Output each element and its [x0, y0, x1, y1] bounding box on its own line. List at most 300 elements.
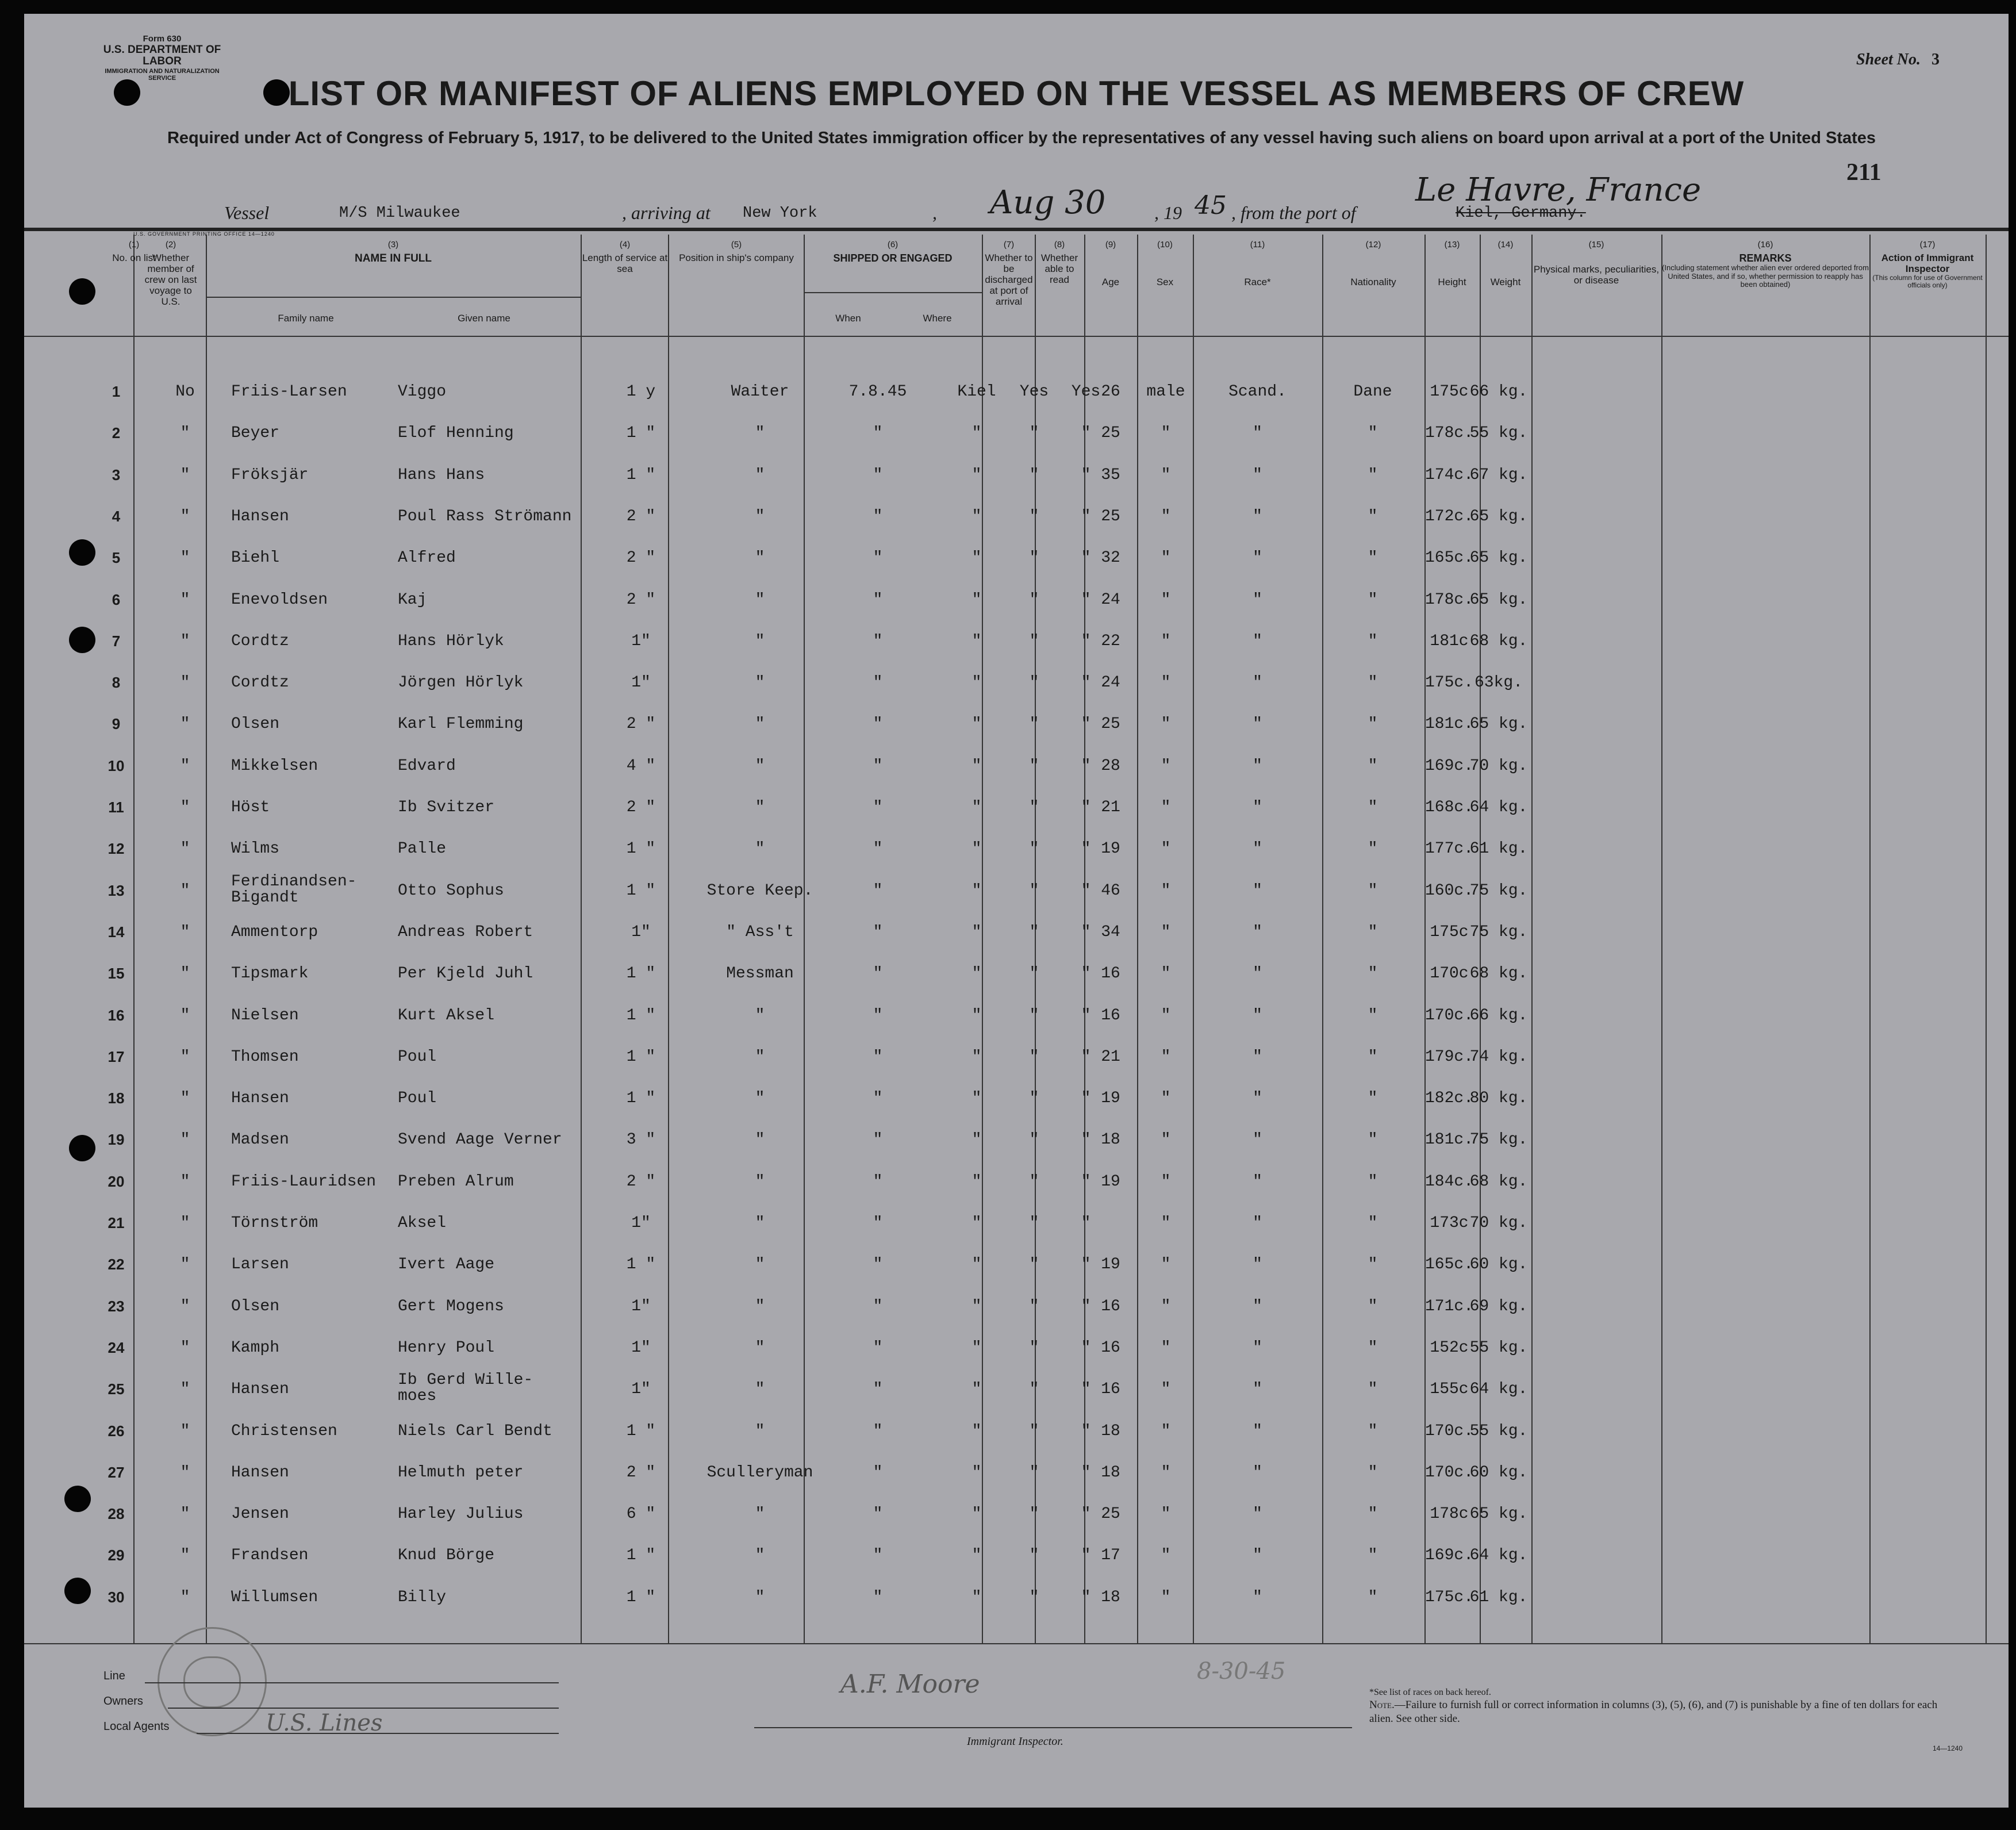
given-name: Poul	[398, 1048, 437, 1066]
given-name: Niels Carl Bendt	[398, 1422, 552, 1440]
table-row	[24, 1077, 2009, 1118]
age: 19	[1101, 1172, 1120, 1191]
shipped-when: "	[873, 923, 883, 941]
able-to-read: "	[1081, 840, 1091, 858]
discharged: "	[1029, 1131, 1039, 1149]
position: "	[755, 1505, 765, 1524]
given-name: Palle	[398, 840, 447, 858]
given-name: Jörgen Hörlyk	[398, 674, 524, 692]
service-length: 6 "	[626, 1505, 656, 1524]
position: "	[755, 1422, 765, 1440]
department-name: U.S. DEPARTMENT OF LABOR	[103, 43, 221, 68]
table-row	[24, 578, 2009, 620]
shipped-when: "	[873, 1089, 883, 1108]
position: " Ass't	[726, 923, 794, 941]
nationality: "	[1368, 840, 1378, 858]
position: Waiter	[731, 383, 789, 401]
given-name: Billy	[398, 1588, 447, 1606]
discharged: "	[1029, 1089, 1039, 1108]
shipped-when: "	[873, 1505, 883, 1524]
family-name: Wilms	[231, 840, 280, 858]
prior-voyage: "	[180, 1422, 190, 1440]
punch-hole	[69, 278, 95, 305]
age: 34	[1101, 923, 1120, 941]
age: 35	[1101, 466, 1120, 484]
service-length: 2 "	[626, 799, 656, 816]
able-to-read: "	[1081, 1297, 1091, 1315]
family-name: Larsen	[231, 1256, 289, 1274]
weight: 70 kg.	[1469, 757, 1528, 775]
weight: 55 kg.	[1469, 1338, 1528, 1357]
weight: 65 kg.	[1469, 549, 1528, 567]
given-name: Per Kjeld Juhl	[398, 965, 533, 983]
shipped-where: "	[971, 881, 982, 900]
service-length: 2 "	[626, 549, 656, 567]
row-number: 13	[107, 881, 125, 899]
nationality: "	[1368, 923, 1378, 941]
shipped-when: "	[873, 881, 883, 900]
height: 174c.	[1424, 466, 1473, 484]
family-name: Kamph	[231, 1338, 280, 1357]
position: "	[755, 799, 765, 816]
sex: "	[1161, 881, 1171, 900]
sex: "	[1161, 1214, 1171, 1232]
discharged: "	[1029, 1214, 1039, 1232]
inspector-signature: A.F. Moore	[840, 1670, 980, 1699]
able-to-read: "	[1081, 466, 1091, 484]
age: 24	[1101, 590, 1120, 609]
race: "	[1253, 1505, 1262, 1524]
col-length-header: (4) Length of service at sea	[582, 240, 668, 274]
table-row	[24, 1160, 2009, 1202]
age: 25	[1101, 507, 1120, 525]
year-label: , 19	[1154, 202, 1182, 223]
sex: "	[1161, 1505, 1171, 1524]
family-name: Friis-Larsen	[231, 383, 347, 401]
discharged: "	[1029, 549, 1039, 567]
printer-imprint: U.S. GOVERNMENT PRINTING OFFICE 14—1240	[133, 231, 275, 237]
family-name: Tipsmark	[231, 965, 309, 983]
nationality: "	[1368, 1089, 1378, 1108]
height: 178c.	[1424, 424, 1473, 443]
family-name: Hansen	[231, 1089, 289, 1108]
weight: 68 kg.	[1469, 632, 1528, 650]
table-row	[24, 745, 2009, 786]
discharged: "	[1029, 1547, 1039, 1565]
shipped-when: "	[873, 1463, 883, 1482]
row-number: 18	[107, 1089, 125, 1107]
discharged: "	[1029, 632, 1039, 650]
able-to-read: "	[1081, 632, 1091, 650]
height: 171c.	[1424, 1297, 1473, 1315]
footer-agents-label: Local Agents	[103, 1720, 170, 1733]
age: 25	[1101, 1505, 1120, 1524]
row-number: 20	[107, 1172, 125, 1190]
position: "	[755, 1297, 765, 1315]
position: "	[755, 424, 765, 443]
position: "	[755, 590, 765, 609]
height: 172c.	[1424, 507, 1473, 525]
weight: 65 kg.	[1469, 715, 1528, 734]
race: Scand.	[1228, 383, 1287, 401]
sex: "	[1161, 590, 1171, 609]
position: "	[755, 1048, 765, 1066]
position: Sculleryman	[706, 1463, 813, 1482]
prior-voyage: "	[180, 881, 190, 900]
nationality: "	[1368, 715, 1378, 734]
height: 170c.	[1424, 1463, 1473, 1482]
footer-owners-label: Owners	[103, 1695, 143, 1708]
age: 25	[1101, 424, 1120, 443]
shipped-where: "	[971, 715, 982, 734]
shipped-when: "	[873, 1297, 883, 1315]
family-name: Olsen	[231, 715, 280, 734]
given-name: Kaj	[398, 590, 427, 609]
given-name: Elof Henning	[398, 424, 514, 443]
service-length: 1 "	[626, 1048, 656, 1066]
weight: 75 kg.	[1469, 881, 1528, 900]
nationality: "	[1368, 424, 1378, 443]
discharged: "	[1029, 1380, 1039, 1399]
row-number: 27	[107, 1463, 125, 1481]
row-number: 11	[108, 799, 124, 816]
table-row	[24, 1534, 2009, 1575]
height: 181c	[1430, 632, 1469, 650]
height: 179c.	[1424, 1048, 1473, 1066]
weight: 61 kg.	[1469, 1588, 1528, 1606]
age: 16	[1101, 1338, 1120, 1357]
col-given-name-header: Given name	[458, 313, 510, 324]
row-number: 25	[107, 1380, 125, 1398]
weight: 55 kg.	[1469, 424, 1528, 443]
age: 26	[1101, 383, 1120, 401]
able-to-read: "	[1081, 923, 1091, 941]
race: "	[1253, 1172, 1262, 1191]
discharged: Yes	[1019, 383, 1049, 401]
table-row	[24, 994, 2009, 1035]
shipped-where: "	[971, 549, 982, 567]
nationality: "	[1368, 632, 1378, 650]
age: 19	[1101, 840, 1120, 858]
table-row	[24, 1035, 2009, 1077]
weight: 69 kg.	[1469, 1297, 1528, 1315]
race: "	[1253, 1422, 1262, 1440]
able-to-read: Yes	[1071, 383, 1101, 401]
able-to-read: "	[1081, 1172, 1091, 1191]
race: "	[1253, 1297, 1262, 1315]
col-family-name-header: Family name	[278, 313, 334, 324]
race: "	[1253, 1048, 1262, 1066]
sheet-number	[1856, 51, 1940, 69]
row-number: 3	[112, 466, 121, 484]
row-number: 2	[112, 424, 121, 442]
table-row	[24, 620, 2009, 661]
race: "	[1253, 1214, 1262, 1232]
service-length: 1 "	[626, 1422, 656, 1440]
position: "	[755, 632, 765, 650]
service-length: 1"	[631, 1338, 651, 1357]
age: 18	[1101, 1422, 1120, 1440]
discharged: "	[1029, 507, 1039, 525]
footer-line-label: Line	[103, 1670, 125, 1682]
col-age-header: (9) Age	[1101, 240, 1120, 287]
shipped-when: "	[873, 757, 883, 775]
prior-voyage: "	[180, 799, 190, 816]
weight: 65 kg.	[1469, 590, 1528, 609]
nationality: "	[1368, 674, 1378, 692]
height: 181c.	[1424, 1131, 1473, 1149]
weight: 75 kg.	[1469, 923, 1528, 941]
shipped-subheader-rule	[804, 292, 982, 293]
position: "	[755, 1214, 765, 1232]
row-number: 19	[107, 1131, 125, 1149]
row-number: 1	[112, 383, 121, 400]
age: 17	[1101, 1547, 1120, 1565]
race: "	[1253, 1006, 1262, 1025]
sex: "	[1161, 799, 1171, 816]
prior-voyage: "	[180, 466, 190, 484]
shipped-when: "	[873, 632, 883, 650]
family-name: Hansen	[231, 1380, 289, 1399]
note-text: —Failure to furnish full or correct information in columns (3), (5), (6), and (7) is punishable by a fine of ten dollars for each alien. See other side.	[1369, 1699, 1938, 1725]
service-length: 1 "	[626, 1089, 656, 1108]
able-to-read: "	[1081, 1338, 1091, 1357]
service-length: 2 "	[626, 715, 656, 734]
sex: "	[1161, 1588, 1171, 1606]
sex: "	[1161, 1380, 1171, 1399]
col-shipped-header: (6) SHIPPED OR ENGAGED	[833, 240, 953, 264]
shipped-when: "	[873, 466, 883, 484]
position: "	[755, 674, 765, 692]
prior-voyage: "	[180, 1089, 190, 1108]
table-row	[24, 370, 2009, 412]
nationality: "	[1368, 1048, 1378, 1066]
race: "	[1253, 590, 1262, 609]
service-length: 1 "	[626, 1588, 656, 1606]
shipped-when: "	[873, 799, 883, 816]
sex: "	[1161, 507, 1171, 525]
able-to-read: "	[1081, 549, 1091, 567]
family-name: Jensen	[231, 1505, 289, 1524]
nationality: "	[1368, 1131, 1378, 1149]
shipped-where: "	[971, 1338, 982, 1357]
family-name: Olsen	[231, 1297, 280, 1315]
race: "	[1253, 1463, 1262, 1482]
service-length: 1"	[631, 674, 651, 692]
age: 25	[1101, 715, 1120, 734]
row-number: 21	[107, 1214, 125, 1231]
discharged: "	[1029, 466, 1039, 484]
shipped-when: "	[873, 1547, 883, 1565]
prior-voyage: "	[180, 1588, 190, 1606]
weight: 63kg.	[1474, 674, 1523, 692]
sex: "	[1161, 674, 1171, 692]
col-action-header: (17) Action of Immigrant Inspector (This column for use of Government officials only)	[1872, 240, 1983, 290]
shipped-when: "	[873, 715, 883, 734]
sex: "	[1161, 1463, 1171, 1482]
discharged: "	[1029, 1297, 1039, 1315]
page-title: LIST OR MANIFEST OF ALIENS EMPLOYED ON THE VESSEL AS MEMBERS OF CREW	[288, 74, 1745, 113]
height: 165c.	[1424, 1256, 1473, 1274]
sex: "	[1161, 424, 1171, 443]
given-name: Andreas Robert	[398, 923, 533, 941]
position: "	[755, 1089, 765, 1108]
service-length: 1 "	[626, 424, 656, 443]
given-name: Ib Gerd Wille- moes	[398, 1371, 533, 1406]
shipped-when: "	[873, 424, 883, 443]
age: 24	[1101, 674, 1120, 692]
service-length: 2 "	[626, 1463, 656, 1482]
family-name: Mikkelsen	[231, 757, 318, 775]
discharged: "	[1029, 799, 1039, 816]
able-to-read: "	[1081, 881, 1091, 900]
position: "	[755, 715, 765, 734]
from-port-handwritten: Le Havre, France	[1415, 171, 1702, 209]
col-name-header: (3) NAME IN FULL	[354, 240, 432, 264]
service-length: 2 "	[626, 507, 656, 525]
inspector-sign-rule	[754, 1727, 1352, 1728]
race: "	[1253, 632, 1262, 650]
row-number: 17	[107, 1048, 125, 1065]
position: "	[755, 466, 765, 484]
discharged: "	[1029, 1256, 1039, 1274]
given-name: Harley Julius	[398, 1505, 524, 1524]
family-name: Hansen	[231, 1463, 289, 1482]
prior-voyage: "	[180, 840, 190, 858]
nationality: "	[1368, 757, 1378, 775]
row-number: 26	[107, 1422, 125, 1440]
table-row	[24, 495, 2009, 536]
given-name: Edvard	[398, 757, 456, 775]
shipped-where: "	[971, 1256, 982, 1274]
given-name: Otto Sophus	[398, 881, 504, 900]
col-height-header: (13) Height	[1438, 240, 1466, 287]
manifest-number: 211	[1846, 159, 1881, 186]
position: "	[755, 757, 765, 775]
shipped-where: "	[971, 1422, 982, 1440]
sex: "	[1161, 1256, 1171, 1274]
shipped-where: "	[971, 1505, 982, 1524]
age: 46	[1101, 881, 1120, 900]
family-name: Thomsen	[231, 1048, 299, 1066]
family-name: Willumsen	[231, 1588, 318, 1606]
col-no-header: (1) No. on list	[112, 240, 156, 263]
shipped-where: "	[971, 1588, 982, 1606]
arrival-port: New York	[743, 205, 817, 222]
weight: 66 kg.	[1469, 383, 1528, 401]
sex: "	[1161, 1422, 1171, 1440]
service-length: 2 "	[626, 1172, 656, 1191]
nationality: "	[1368, 549, 1378, 567]
family-name: Törnström	[231, 1214, 318, 1232]
shipped-when: "	[873, 1172, 883, 1191]
prior-voyage: "	[180, 424, 190, 443]
able-to-read: "	[1081, 1463, 1091, 1482]
col-race-header: (11) Race*	[1244, 240, 1271, 287]
col-position-header: (5) Position in ship's company	[679, 240, 794, 263]
position: Messman	[726, 965, 794, 983]
penalty-note	[1369, 1698, 1944, 1726]
family-name: Beyer	[231, 424, 280, 443]
height: 155c	[1430, 1380, 1469, 1399]
from-port-label: , from the port of	[1231, 202, 1356, 223]
age: 16	[1101, 1297, 1120, 1315]
sex: "	[1161, 1006, 1171, 1025]
nationality: "	[1368, 881, 1378, 900]
able-to-read: "	[1081, 757, 1091, 775]
family-name: Frandsen	[231, 1547, 309, 1565]
shipped-when: "	[873, 965, 883, 983]
race: "	[1253, 923, 1262, 941]
weight: 80 kg.	[1469, 1089, 1528, 1108]
vessel-name: M/S Milwaukee	[339, 205, 460, 222]
able-to-read: "	[1081, 1380, 1091, 1399]
family-name: Christensen	[231, 1422, 337, 1440]
col-remarks-header: (16) REMARKS (Including statement whether alien ever ordered deported from United States, and if so, whether permission to reapply has been obtained)	[1662, 240, 1869, 289]
nationality: "	[1368, 1380, 1378, 1399]
sex: "	[1161, 1338, 1171, 1357]
given-name: Knud Börge	[398, 1547, 495, 1565]
race: "	[1253, 1256, 1262, 1274]
service-length: 1 "	[626, 1256, 656, 1274]
col-nationality-header: (12) Nationality	[1350, 240, 1396, 287]
age: 18	[1101, 1588, 1120, 1606]
family-name: Cordtz	[231, 632, 289, 650]
able-to-read: "	[1081, 1089, 1091, 1108]
weight: 55 kg.	[1469, 1422, 1528, 1440]
row-number: 8	[112, 674, 121, 692]
given-name: Gert Mogens	[398, 1297, 504, 1315]
height: 184c.	[1424, 1172, 1473, 1191]
race: "	[1253, 549, 1262, 567]
discharged: "	[1029, 715, 1039, 734]
prior-voyage: "	[180, 757, 190, 775]
discharged: "	[1029, 1588, 1039, 1606]
discharged: "	[1029, 1422, 1039, 1440]
family-name: Ammentorp	[231, 923, 318, 941]
family-name: Madsen	[231, 1131, 289, 1149]
race: "	[1253, 1131, 1262, 1149]
discharged: "	[1029, 674, 1039, 692]
shipped-when: "	[873, 1006, 883, 1025]
row-number: 12	[107, 840, 125, 858]
table-row	[24, 1285, 2009, 1326]
able-to-read: "	[1081, 674, 1091, 692]
position: "	[755, 549, 765, 567]
age: 16	[1101, 1380, 1120, 1399]
manifest-sheet	[24, 14, 2009, 1808]
arrival-year: 45	[1195, 191, 1227, 220]
weight: 67 kg.	[1469, 466, 1528, 484]
height: 169c.	[1424, 1547, 1473, 1565]
position: "	[755, 1256, 765, 1274]
able-to-read: "	[1081, 424, 1091, 443]
col-when-header: When	[835, 313, 861, 324]
age: 28	[1101, 757, 1120, 775]
weight: 66 kg.	[1469, 1006, 1528, 1025]
prior-voyage: "	[180, 507, 190, 525]
height: 170c.	[1424, 1006, 1473, 1025]
sex: "	[1161, 715, 1171, 734]
height: 165c.	[1424, 549, 1473, 567]
weight: 74 kg.	[1469, 1048, 1528, 1066]
sex: "	[1161, 466, 1171, 484]
able-to-read: "	[1081, 1505, 1091, 1524]
service-length: 2 "	[626, 590, 656, 609]
sex: "	[1161, 757, 1171, 775]
shipped-when: 7.8.45	[848, 383, 907, 401]
table-row	[24, 1493, 2009, 1534]
